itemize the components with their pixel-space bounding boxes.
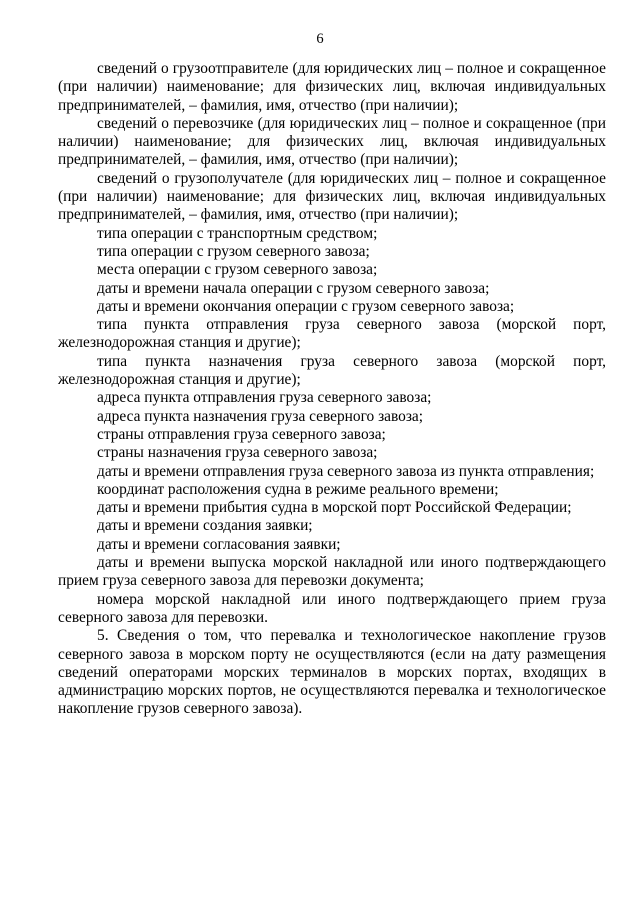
paragraph-operation-start: даты и времени начала операции с грузом северного завоза; xyxy=(97,279,490,297)
paragraph-departure-point-type: типа пункта отправления груза северного завоза (морской порт, железнодорожная станция и другие); xyxy=(58,316,606,352)
paragraph-cargo-operation-type: типа операции с грузом северного завоза; xyxy=(97,242,370,260)
paragraph-waybill-issue-datetime: даты и времени выпуска морской накладной или иного подтверждающего прием груза северного завоза для перевозки документа; xyxy=(58,554,606,590)
paragraph-operation-end: даты и времени окончания операции с грузом северного завоза; xyxy=(97,297,515,315)
paragraph-section-5: 5. Сведения о том, что перевалка и технологическое накопление грузов северного завоза в морском порту не осуществляются (если на дату размещения сведений операторами морских терминалов в морских портах, входящих в администрацию морских портов, не осуществляются перевалка и технологическое накопление грузов северного завоза). xyxy=(58,627,606,718)
paragraph-request-approved: даты и времени согласования заявки; xyxy=(97,535,341,553)
paragraph-carrier-info: сведений о перевозчике (для юридических лиц – полное и сокращенное (при наличии) наименование; для физических лиц, включая индивидуальных предпринимателей, – фамилия, имя, отчество (при наличии); xyxy=(58,114,606,169)
document-body xyxy=(58,60,606,719)
paragraph-vessel-coordinates: координат расположения судна в режиме реального времени; xyxy=(97,480,499,498)
paragraph-destination-point-type: типа пункта назначения груза северного завоза (морской порт, железнодорожная станция и другие); xyxy=(58,352,606,389)
paragraph-consignee-info: сведений о грузополучателе (для юридических лиц – полное и сокращенное (при наличии) наименование; для физических лиц, включая индивидуальных предпринимателей, – фамилия, имя, отчество (при наличии); xyxy=(58,169,606,224)
paragraph-vessel-arrival: даты и времени прибытия судна в морской порт Российской Федерации; xyxy=(97,499,572,517)
paragraph-shipper-info: сведений о грузоотправителе (для юридических лиц – полное и сокращенное (при наличии) наименование; для физических лиц, включая индивидуальных предпринимателей, – фамилия, имя, отчество (при наличии); xyxy=(58,60,606,114)
page-number: 6 xyxy=(316,31,324,47)
paragraph-destination-address: адреса пункта назначения груза северного завоза; xyxy=(97,407,424,425)
paragraph-request-created: даты и времени создания заявки; xyxy=(97,517,313,535)
paragraph-vehicle-operation-type: типа операции с транспортным средством; xyxy=(97,224,378,242)
paragraph-destination-country: страны назначения груза северного завоза; xyxy=(97,444,378,462)
paragraph-operation-place: места операции с грузом северного завоза; xyxy=(97,261,378,279)
paragraph-departure-address: адреса пункта отправления груза северного завоза; xyxy=(97,389,432,407)
paragraph-waybill-number: номера морской накладной или иного подтверждающего прием груза северного завоза для перевозки. xyxy=(58,590,606,626)
paragraph-departure-country: страны отправления груза северного завоза; xyxy=(97,425,386,443)
paragraph-departure-datetime: даты и времени отправления груза северного завоза из пункта отправления; xyxy=(97,462,595,480)
